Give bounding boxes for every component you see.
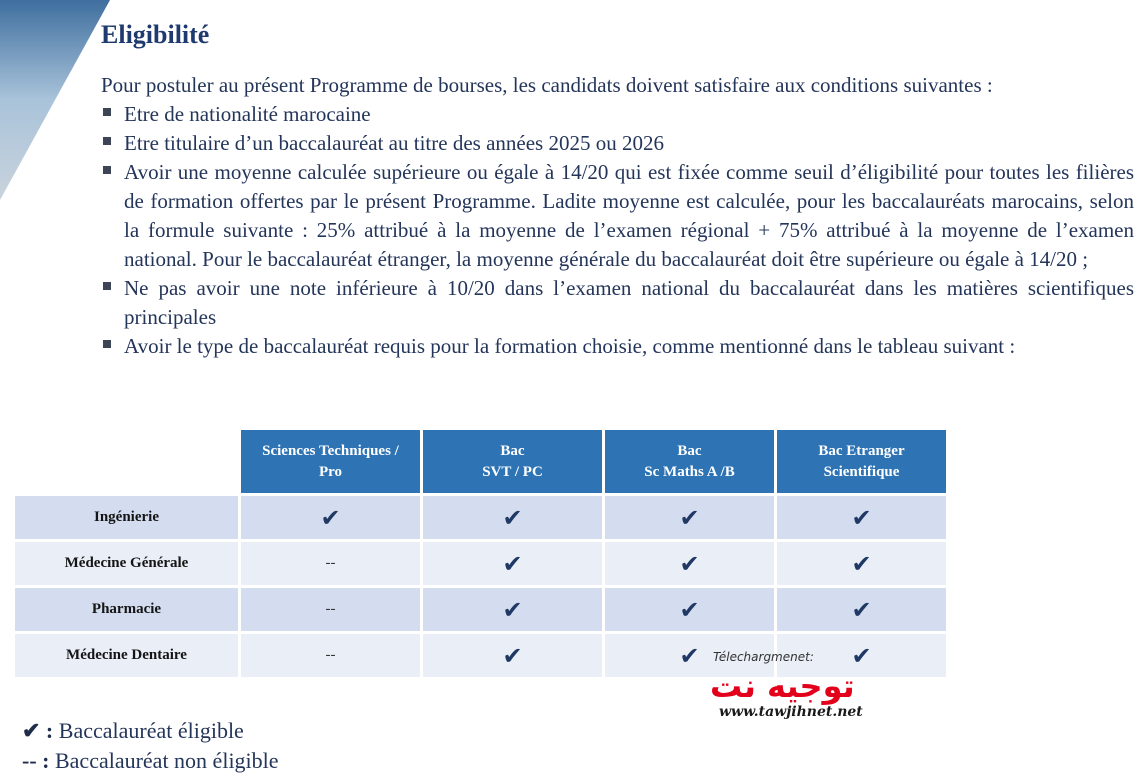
section-title: Eligibilité [101, 20, 210, 49]
legend-item-eligible [22, 716, 279, 746]
watermark-logo: توجيه نت [710, 667, 855, 705]
row-label: Médecine Générale [15, 542, 238, 585]
watermark-url: www.tawjihnet.net [719, 704, 863, 720]
table-cell [241, 542, 420, 585]
table-cell [777, 588, 946, 631]
check-icon: ✔ [679, 595, 700, 624]
check-icon: ✔ [502, 595, 523, 624]
condition-item [101, 332, 1134, 361]
table-cell [605, 542, 774, 585]
check-icon: ✔ [679, 503, 700, 532]
check-icon: ✔ [502, 549, 523, 578]
condition-item [101, 129, 1134, 158]
condition-text: Ne pas avoir une note inférieure à 10/20 dans l’examen national du baccalauréat dans les matières scientifiques principales [124, 276, 1134, 329]
legend [22, 716, 279, 776]
not-eligible-dash: -- [325, 601, 336, 617]
eligibility-table [12, 427, 949, 680]
check-icon: ✔ [502, 641, 523, 670]
table-cell [605, 588, 774, 631]
watermark-caption: Télechargmenet: [713, 650, 814, 664]
not-eligible-dash: -- [325, 555, 336, 571]
table-row [15, 588, 946, 631]
square-bullet-icon [103, 340, 111, 348]
header-bac-etranger: Bac Etranger Scientifique [777, 430, 946, 493]
table-row [15, 542, 946, 585]
table-row [15, 496, 946, 539]
table-cell [777, 542, 946, 585]
dash-symbol: -- : [22, 748, 50, 773]
table-cell [777, 496, 946, 539]
table-cell [423, 634, 602, 677]
table-cell [423, 496, 602, 539]
square-bullet-icon [103, 137, 111, 145]
check-icon: ✔ [679, 549, 700, 578]
header-empty-cell [15, 430, 238, 493]
legend-item-not-eligible [22, 746, 279, 776]
decorative-corner-graphic [0, 0, 115, 210]
check-icon: ✔ : [22, 718, 54, 743]
check-icon: ✔ [320, 503, 341, 532]
conditions-list [101, 100, 1134, 361]
check-icon: ✔ [851, 549, 872, 578]
intro-paragraph: Pour postuler au présent Programme de bourses, les candidats doivent satisfaire aux conditions suivantes : [101, 73, 993, 97]
square-bullet-icon [103, 282, 111, 290]
legend-text: Baccalauréat éligible [53, 718, 244, 743]
legend-text: Baccalauréat non éligible [49, 748, 279, 773]
condition-item [101, 274, 1134, 332]
row-label: Pharmacie [15, 588, 238, 631]
square-bullet-icon [103, 166, 111, 174]
condition-text: Etre titulaire d’un baccalauréat au titre des années 2025 ou 2026 [124, 131, 664, 155]
check-icon: ✔ [502, 503, 523, 532]
table-cell [605, 496, 774, 539]
table-cell [241, 634, 420, 677]
header-sciences-techniques: Sciences Techniques / Pro [241, 430, 420, 493]
table-cell [423, 588, 602, 631]
check-icon: ✔ [851, 641, 872, 670]
condition-text: Avoir le type de baccalauréat requis pour la formation choisie, comme mentionné dans le tableau suivant : [124, 334, 1016, 358]
condition-text: Avoir une moyenne calculée supérieure ou égale à 14/20 qui est fixée comme seuil d’éligibilité pour toutes les filières de formation offertes par le présent Programme. Ladite moyenne est calculée, pour les baccalauréats marocains, selon la formule suivante : 25% attribué à la moyenne de l’examen régional + 75% attribué à la moyenne de l’examen national. Pour le baccalauréat étranger, la moyenne générale du baccalauréat doit être supérieure ou égale à 14/20 ; [124, 160, 1134, 271]
table-cell [241, 588, 420, 631]
table-cell [423, 542, 602, 585]
header-bac-sc-maths: Bac Sc Maths A /B [605, 430, 774, 493]
condition-item [101, 100, 1134, 129]
not-eligible-dash: -- [325, 647, 336, 663]
check-icon: ✔ [679, 641, 700, 670]
header-bac-svt-pc: Bac SVT / PC [423, 430, 602, 493]
square-bullet-icon [103, 108, 111, 116]
check-icon: ✔ [851, 595, 872, 624]
check-icon: ✔ [851, 503, 872, 532]
table-header-row [15, 430, 946, 493]
row-label: Ingénierie [15, 496, 238, 539]
row-label: Médecine Dentaire [15, 634, 238, 677]
condition-text: Etre de nationalité marocaine [124, 102, 371, 126]
condition-item [101, 158, 1134, 274]
watermark [707, 650, 877, 725]
table-cell [241, 496, 420, 539]
